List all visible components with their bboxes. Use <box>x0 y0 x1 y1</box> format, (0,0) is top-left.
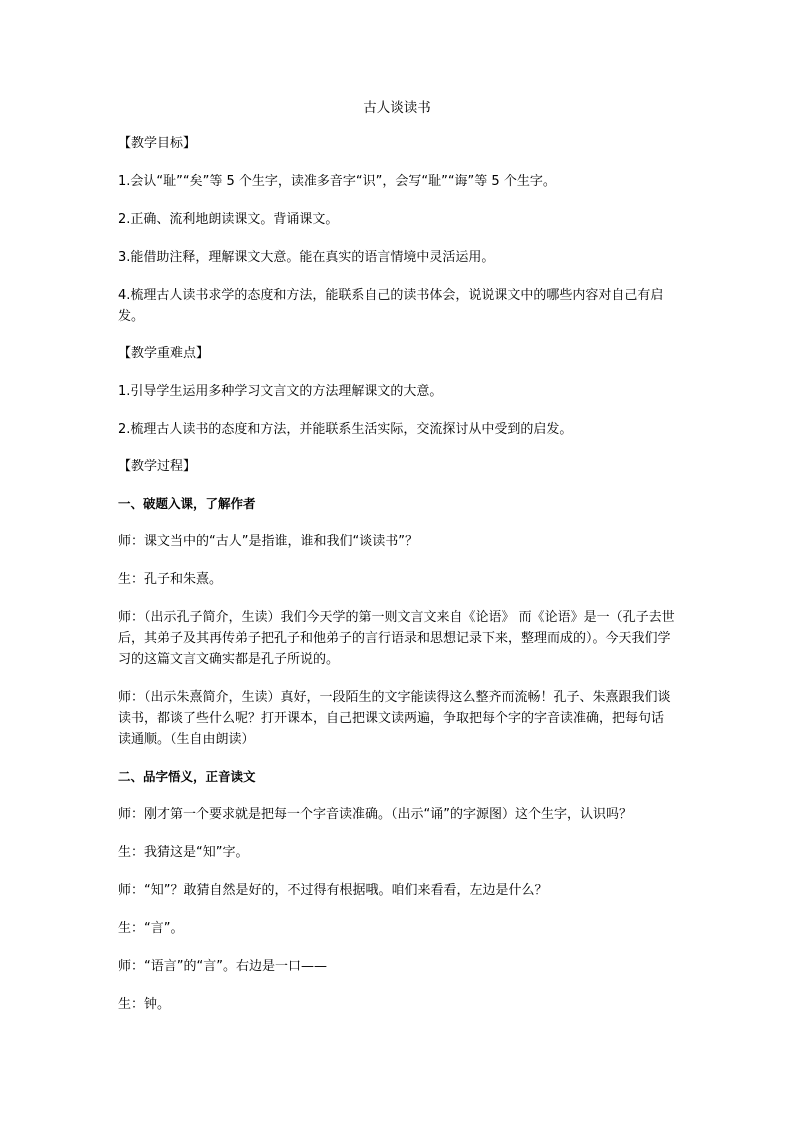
goal-item-3: 3.能借助注释，理解课文大意。能在真实的语言情境中灵活运用。 <box>118 250 495 265</box>
key-point-1: 1.引导学生运用多种学习文言文的方法理解课文的大意。 <box>118 384 443 399</box>
goal-item-4: 4.梳理古人读书求学的态度和方法，能联系自己的读书体会，说说课文中的哪些内容对自己有启发。 <box>118 288 664 324</box>
document-title: 古人谈读书 <box>363 100 431 116</box>
heading-teaching-process: 【教学过程】 <box>118 459 197 474</box>
section-heading-1: 一、破题入课，了解作者 <box>118 496 256 511</box>
dialogue-line: 师：（出示朱熹简介，生读）真好，一段陌生的文字能读得这么整齐而流畅！孔子、朱熹跟我们谈读书，都谈了些什么呢？打开课本，自己把课文读两遍，争取把每个字的字音读准确，把每句话读通顺。（生自由朗读） <box>118 690 671 747</box>
dialogue-line: 生：“言”。 <box>118 921 184 936</box>
heading-teaching-goals: 【教学目标】 <box>118 136 197 151</box>
dialogue-line: 师：“语言”的“言”。右边是一口—— <box>118 959 327 974</box>
dialogue-line: 生：钟。 <box>118 997 171 1012</box>
dialogue-line: 师：刚才第一个要求就是把每一个字音读准确。（出示“诵”的字源图）这个生字，认识吗？ <box>118 807 632 822</box>
goal-item-2: 2.正确、流利地朗读课文。背诵课文。 <box>118 212 339 227</box>
section-heading-2: 二、品字悟义，正音读文 <box>118 769 256 784</box>
dialogue-line: 师：课文当中的“古人”是指谁，谁和我们“谈读书”？ <box>118 534 418 549</box>
heading-key-points: 【教学重难点】 <box>118 346 210 361</box>
goal-item-1: 1.会认“耻”“矣”等 5 个生字，读准多音字“识”，会写“耻”“诲”等 5 个生字。 <box>118 174 556 189</box>
dialogue-line: 生：我猜这是“知”字。 <box>118 845 249 860</box>
dialogue-line: 师：“知”？敢猜自然是好的，不过得有根据哦。咱们来看看，左边是什么？ <box>118 883 548 898</box>
dialogue-line: 生：孔子和朱熹。 <box>118 572 223 587</box>
key-point-2: 2.梳理古人读书的态度和方法，并能联系生活实际，交流探讨从中受到的启发。 <box>118 422 573 437</box>
dialogue-line: 师：（出示孔子简介，生读）我们今天学的第一则文言文来自《论语》 而《论语》是一（孔子去世后，其弟子及其再传弟子把孔子和他弟子的言行语录和思想记录下来，整理而成的）。今天我们学习的这篇文言文确实都是孔子所说的。 <box>118 610 675 667</box>
